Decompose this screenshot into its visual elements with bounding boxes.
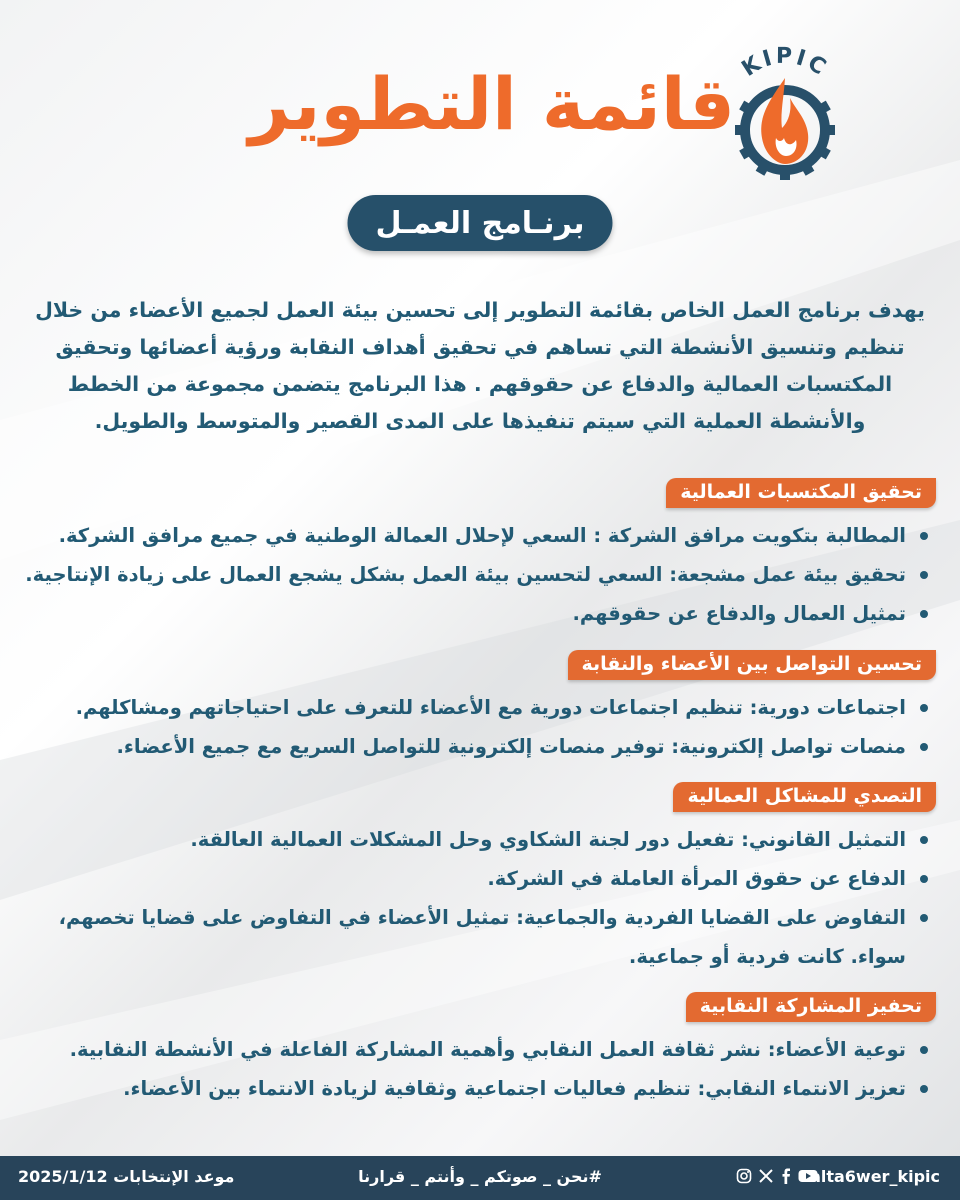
section-labor-problems — [22, 782, 932, 976]
section-heading: تحسين التواصل بين الأعضاء والنقابة — [568, 650, 937, 680]
section-list — [22, 688, 932, 766]
social-icons — [736, 1168, 818, 1184]
section-heading: التصدي للمشاكل العمالية — [673, 782, 936, 812]
instagram-icon[interactable] — [736, 1168, 752, 1184]
list-item: منصات تواصل إلكترونية: توفير منصات إلكترونية للتواصل السريع مع جميع الأعضاء. — [22, 727, 932, 766]
section-list — [22, 516, 932, 633]
social-handle[interactable]: alta6wer_kipic — [810, 1167, 940, 1186]
list-item: الدفاع عن حقوق المرأة العاملة في الشركة. — [22, 859, 932, 898]
kipic-logo — [710, 38, 860, 188]
svg-text:KIPIC — [738, 44, 833, 82]
list-item: تمثيل العمال والدفاع عن حقوقهم. — [22, 594, 932, 633]
section-participation — [22, 992, 932, 1108]
election-date: موعد الإنتخابات 2025/1/12 — [18, 1167, 235, 1186]
list-item: توعية الأعضاء: نشر ثقافة العمل النقابي وأهمية المشاركة الفاعلة في الأنشطة النقابية. — [22, 1030, 932, 1069]
list-item: تعزيز الانتماء النقابي: تنظيم فعاليات اجتماعية وثقافية لزيادة الانتماء بين الأعضاء. — [22, 1069, 932, 1108]
section-list — [22, 1030, 932, 1108]
section-labor-gains — [22, 478, 932, 633]
section-communication — [22, 650, 932, 766]
logo-text: KIPIC — [737, 43, 833, 82]
list-item: التفاوض على القضايا الفردية والجماعية: تمثيل الأعضاء في التفاوض على قضايا تخصهم، سواء. كانت فردية أو جماعية. — [22, 898, 932, 976]
intro-paragraph: يهدف برنامج العمل الخاص بقائمة التطوير إلى تحسين بيئة العمل لجميع الأعضاء من خلال تنظيم وتنسيق الأنشطة التي تساهم في تحقيق أهداف النقابة ورؤية أعضائها وتحقيق المكتسبات العمالية والدفاع عن حقوقهم . هذا البرنامج يتضمن مجموعة من الخطط والأنشطة العملية التي سيتم تنفيذها على المدى القصير والمتوسط والطويل. — [35, 298, 925, 433]
list-item: المطالبة بتكويت مرافق الشركة : السعي لإحلال العمالة الوطنية في جميع مرافق الشركة. — [22, 516, 932, 555]
program-pill: برنـامج العمـل — [348, 195, 613, 251]
section-heading: تحفيز المشاركة النقابية — [686, 992, 936, 1022]
facebook-icon[interactable] — [780, 1168, 792, 1184]
campaign-hashtag[interactable]: #نحن _ صوتكم _ وأنتم _ قرارنا — [358, 1167, 602, 1186]
section-heading: تحقيق المكتسبات العمالية — [666, 478, 936, 508]
page-title: قائمة التطوير — [248, 62, 735, 146]
list-item: التمثيل القانوني: تفعيل دور لجنة الشكاوي وحل المشكلات العمالية العالقة. — [22, 820, 932, 859]
footer-bar — [0, 1156, 960, 1200]
section-list — [22, 820, 932, 976]
list-item: اجتماعات دورية: تنظيم اجتماعات دورية مع الأعضاء للتعرف على احتياجاتهم ومشاكلهم. — [22, 688, 932, 727]
list-item: تحقيق بيئة عمل مشجعة: السعي لتحسين بيئة العمل بشكل يشجع العمال على زيادة الإنتاجية. — [22, 555, 932, 594]
x-icon[interactable] — [758, 1168, 774, 1184]
